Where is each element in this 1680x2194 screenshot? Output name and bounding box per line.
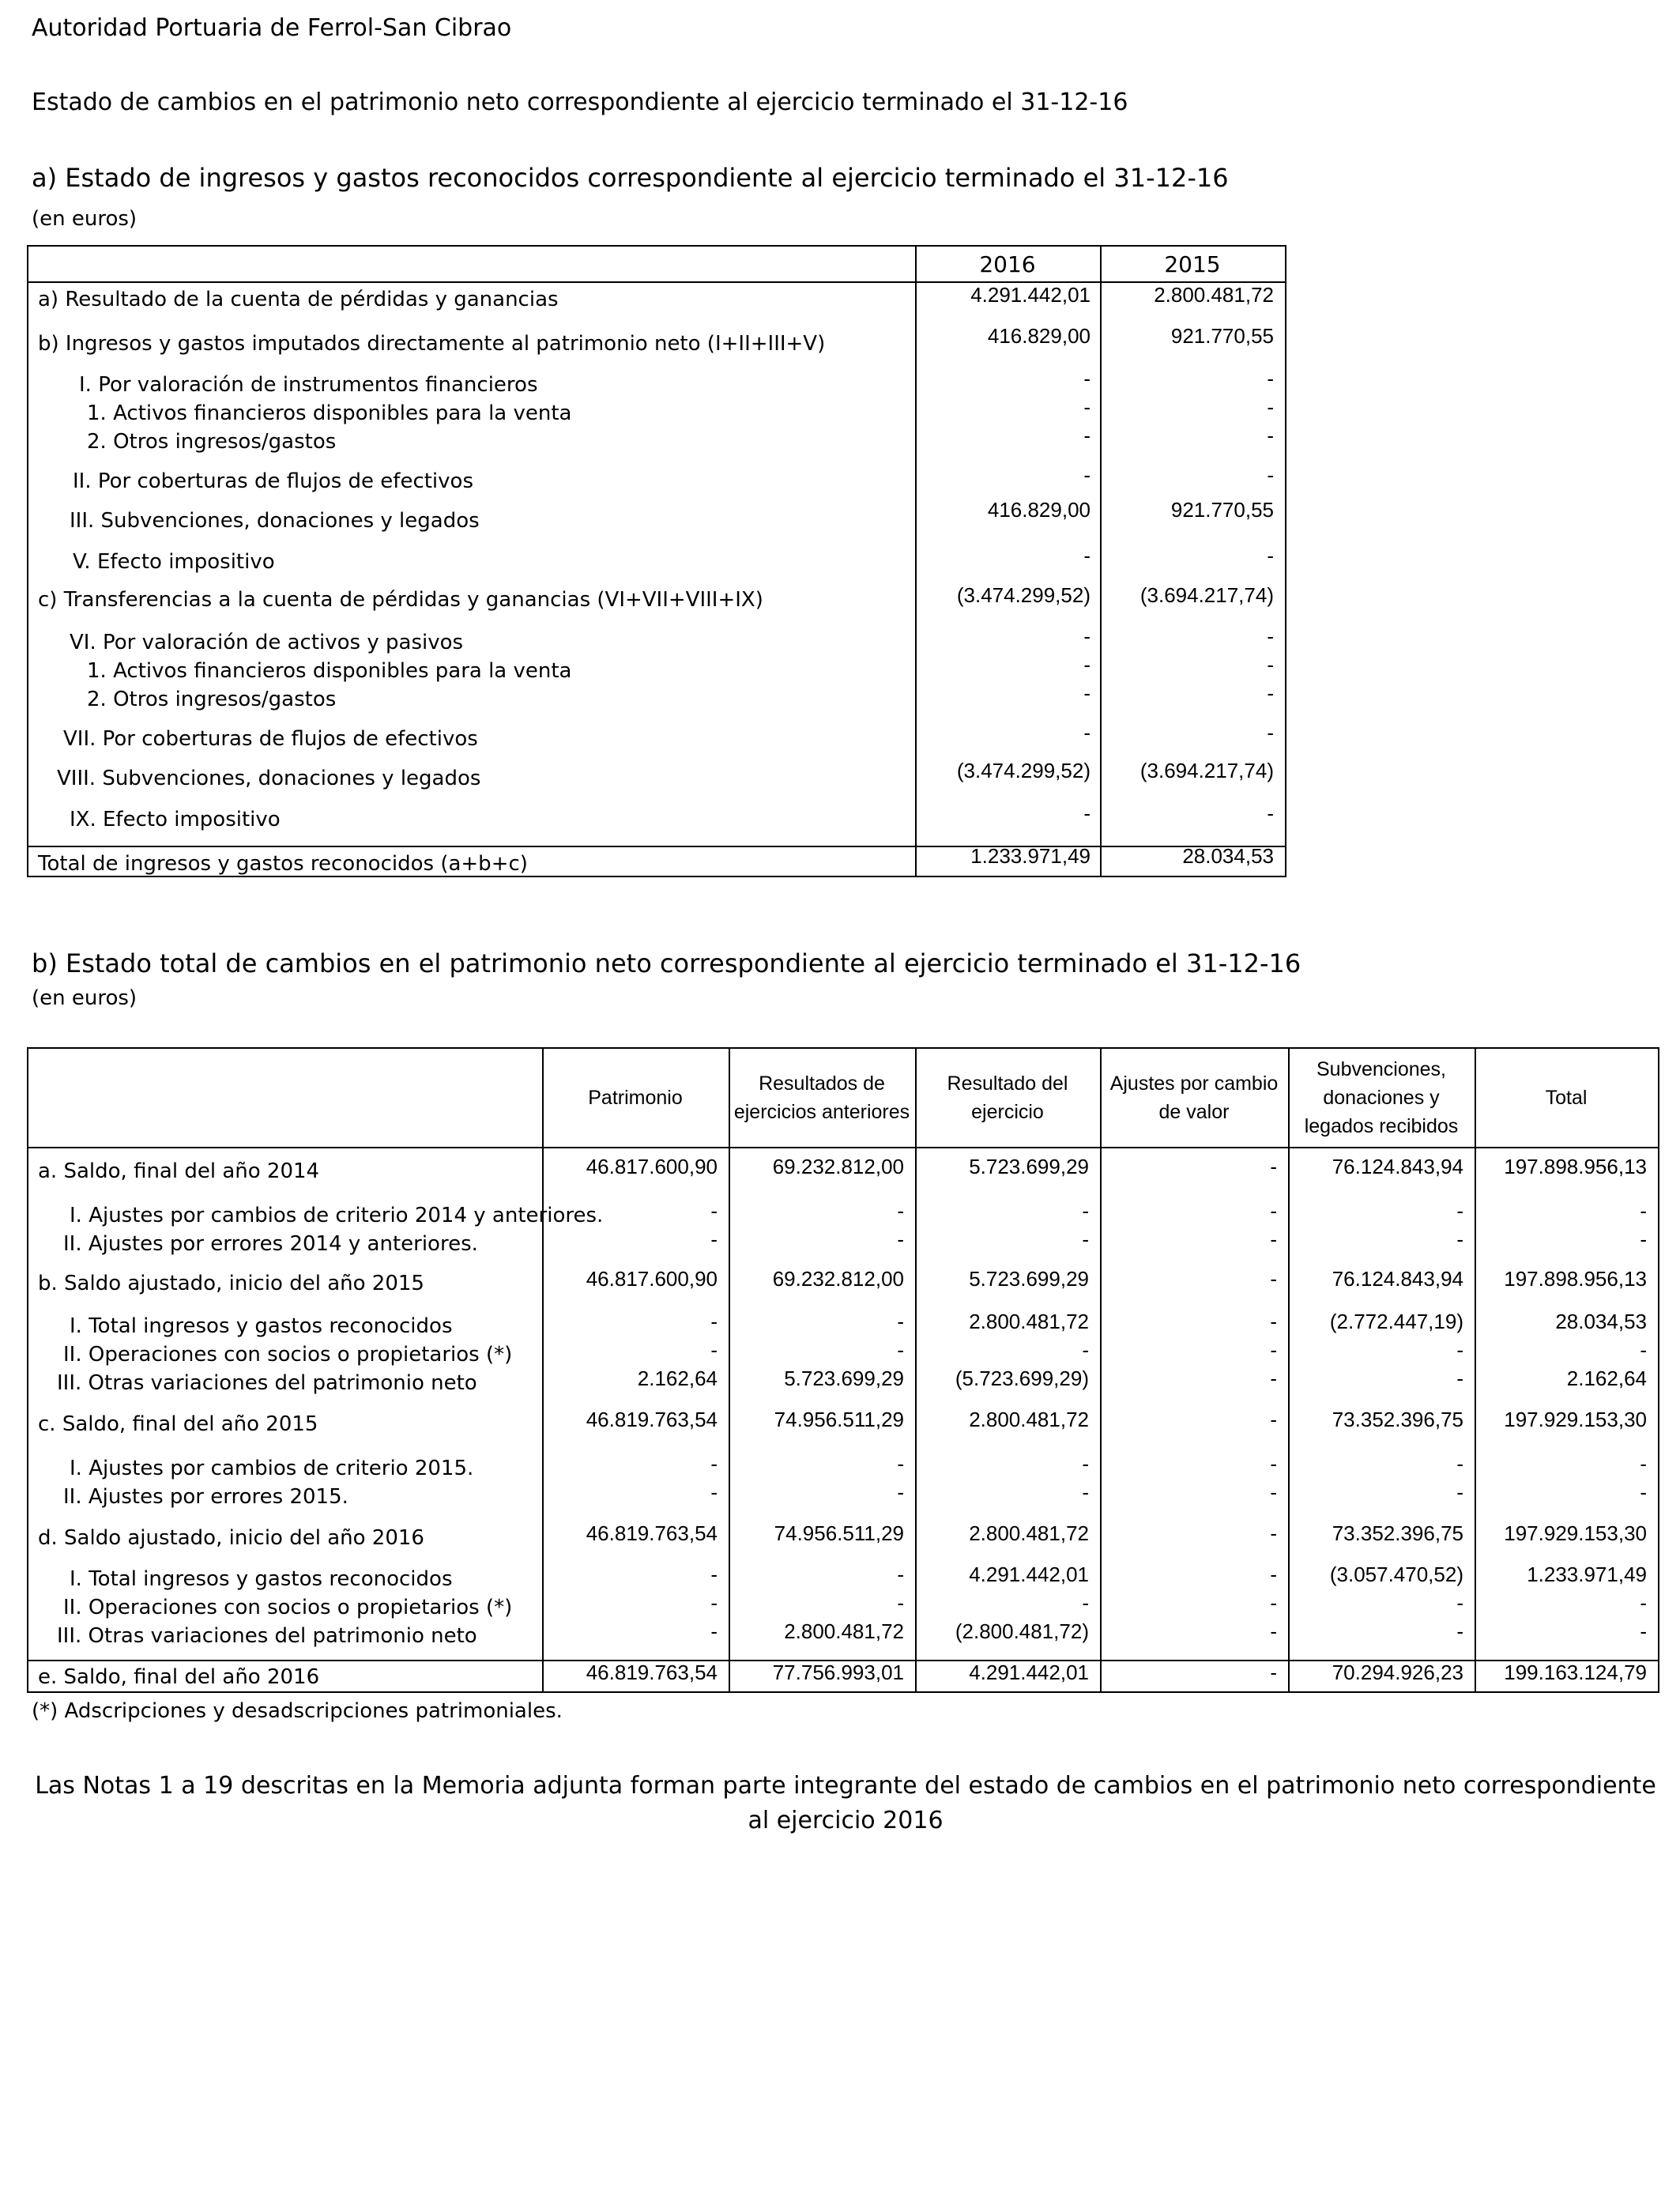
- value-2016: -: [1083, 463, 1090, 487]
- cell-value: -: [897, 1338, 904, 1362]
- cell-value: -: [710, 1452, 718, 1476]
- cell-value: -: [1270, 1310, 1277, 1333]
- section-a-title: a) Estado de ingresos y gastos reconocidos correspondiente al ejercicio terminado el 31-12-16: [32, 163, 1229, 193]
- column-divider: [729, 1049, 730, 1691]
- cell-value: 5.723.699,29: [969, 1155, 1089, 1178]
- cell-value: -: [710, 1619, 718, 1643]
- cell-value: 5.723.699,29: [784, 1367, 904, 1390]
- value-2016: 416.829,00: [987, 324, 1090, 348]
- value-2016: -: [1083, 801, 1090, 825]
- row-label: e. Saldo, final del año 2016: [38, 1665, 320, 1689]
- cell-value: -: [1640, 1452, 1647, 1476]
- value-2015: -: [1267, 544, 1274, 567]
- row-label: Total de ingresos y gastos reconocidos (a+b+c): [38, 852, 528, 876]
- value-2015: -: [1267, 395, 1274, 419]
- header-divider: [28, 1147, 1658, 1148]
- section-a-unit: (en euros): [32, 207, 137, 231]
- cell-value: -: [1270, 1661, 1277, 1684]
- equity-changes-table: [27, 1047, 1659, 1693]
- cell-value: 46.819.763,54: [586, 1661, 718, 1684]
- cell-value: (2.772.447,19): [1329, 1310, 1463, 1333]
- cell-value: 46.817.600,90: [586, 1267, 718, 1291]
- cell-value: 4.291.442,01: [969, 1563, 1089, 1586]
- column-divider: [915, 247, 917, 876]
- value-2016: -: [1083, 721, 1090, 745]
- value-2016: -: [1083, 624, 1090, 648]
- row-label: I. Total ingresos y gastos reconocidos: [70, 1567, 453, 1591]
- row-label: II. Operaciones con socios o propietarios (*): [63, 1343, 513, 1367]
- cell-value: 74.956.511,29: [774, 1408, 904, 1431]
- cell-value: -: [897, 1310, 904, 1333]
- row-label: b. Saldo ajustado, inicio del año 2015: [38, 1272, 424, 1295]
- value-2015: -: [1267, 424, 1274, 447]
- cell-value: -: [1456, 1480, 1463, 1504]
- cell-value: -: [710, 1591, 718, 1615]
- cell-value: 2.162,64: [1566, 1367, 1647, 1390]
- cell-value: (2.800.481,72): [955, 1619, 1089, 1643]
- column-divider: [1288, 1049, 1290, 1691]
- cell-value: -: [897, 1563, 904, 1586]
- cell-value: 2.162,64: [637, 1367, 718, 1390]
- cell-value: -: [1082, 1480, 1089, 1504]
- row-label: IX. Efecto impositivo: [70, 808, 281, 831]
- cell-value: -: [1640, 1199, 1647, 1223]
- cell-value: -: [1456, 1227, 1463, 1251]
- value-2016: 4.291.442,01: [970, 283, 1090, 307]
- cell-value: 69.232.812,00: [772, 1267, 904, 1291]
- row-label: VIII. Subvenciones, donaciones y legados: [57, 767, 481, 790]
- value-2015: -: [1267, 801, 1274, 825]
- cell-value: 197.898.956,13: [1504, 1155, 1647, 1178]
- column-header: Resultado del ejercicio: [947, 1072, 1068, 1123]
- value-2016: -: [1083, 544, 1090, 567]
- cell-value: -: [897, 1591, 904, 1615]
- value-2015: -: [1267, 681, 1274, 705]
- value-2016: -: [1083, 424, 1090, 447]
- cell-value: -: [1640, 1480, 1647, 1504]
- value-2015: (3.694.217,74): [1139, 583, 1274, 607]
- row-label: 1. Activos financieros disponibles para la venta: [87, 659, 572, 683]
- value-2015: -: [1267, 653, 1274, 677]
- cell-value: -: [1082, 1452, 1089, 1476]
- row-label: III. Otras variaciones del patrimonio neto: [57, 1371, 477, 1395]
- cell-value: -: [1640, 1338, 1647, 1362]
- row-label: 2. Otros ingresos/gastos: [87, 688, 337, 711]
- cell-value: -: [1456, 1367, 1463, 1390]
- cell-value: -: [1456, 1199, 1463, 1223]
- value-2016: (3.474.299,52): [956, 583, 1090, 607]
- row-label: II. Operaciones con socios o propietarios (*): [63, 1596, 513, 1619]
- cell-value: 46.819.763,54: [586, 1521, 718, 1545]
- cell-value: -: [710, 1338, 718, 1362]
- cell-value: -: [897, 1199, 904, 1223]
- cell-value: -: [1456, 1619, 1463, 1643]
- cell-value: 2.800.481,72: [969, 1408, 1089, 1431]
- value-2015: 2.800.481,72: [1154, 283, 1274, 307]
- column-header: Total: [1545, 1087, 1588, 1109]
- row-label: a) Resultado de la cuenta de pérdidas y ganancias: [38, 288, 559, 311]
- row-label: II. Por coberturas de flujos de efectivos: [73, 469, 473, 493]
- value-2016: -: [1083, 367, 1090, 390]
- cell-value: -: [1270, 1452, 1277, 1476]
- cell-value: (3.057.470,52): [1329, 1563, 1463, 1586]
- cell-value: 70.294.926,23: [1332, 1661, 1463, 1684]
- column-divider: [542, 1049, 544, 1691]
- cell-value: -: [1270, 1227, 1277, 1251]
- cell-value: -: [1270, 1563, 1277, 1586]
- row-label: b) Ingresos y gastos imputados directamente al patrimonio neto (I+II+III+V): [38, 332, 826, 356]
- cell-value: 69.232.812,00: [772, 1155, 904, 1178]
- column-header: Ajustes por cambio de valor: [1109, 1072, 1279, 1123]
- value-2016: -: [1083, 681, 1090, 705]
- cell-value: -: [897, 1480, 904, 1504]
- value-2015: -: [1267, 367, 1274, 390]
- row-label: I. Total ingresos y gastos reconocidos: [70, 1314, 453, 1338]
- row-label: d. Saldo ajustado, inicio del año 2016: [38, 1526, 424, 1550]
- row-label: c) Transferencias a la cuenta de pérdidas y ganancias (VI+VII+VIII+IX): [38, 588, 763, 612]
- value-2015: -: [1267, 463, 1274, 487]
- cell-value: 76.124.843,94: [1332, 1267, 1463, 1291]
- cell-value: -: [1456, 1338, 1463, 1362]
- value-2015: 921.770,55: [1170, 324, 1274, 348]
- cell-value: 74.956.511,29: [774, 1521, 904, 1545]
- cell-value: -: [1270, 1591, 1277, 1615]
- footnote: (*) Adscripciones y desadscripciones patrimoniales.: [32, 1699, 563, 1723]
- cell-value: -: [1456, 1452, 1463, 1476]
- cell-value: -: [1270, 1155, 1277, 1178]
- cell-value: -: [897, 1227, 904, 1251]
- cell-value: -: [1270, 1199, 1277, 1223]
- total-divider: [28, 846, 1285, 847]
- cell-value: -: [710, 1310, 718, 1333]
- cell-value: 2.800.481,72: [969, 1521, 1089, 1545]
- cell-value: -: [1640, 1227, 1647, 1251]
- cell-value: -: [1270, 1267, 1277, 1291]
- cell-value: 199.163.124,79: [1504, 1661, 1647, 1684]
- row-label: VII. Por coberturas de flujos de efectivos: [63, 727, 478, 751]
- cell-value: -: [1270, 1408, 1277, 1431]
- value-2016: -: [1083, 653, 1090, 677]
- cell-value: 77.756.993,01: [772, 1661, 904, 1684]
- section-b-title: b) Estado total de cambios en el patrimonio neto correspondiente al ejercicio terminado el 31-12-16: [32, 948, 1301, 978]
- column-header: Patrimonio: [588, 1087, 683, 1109]
- row-label: c. Saldo, final del año 2015: [38, 1412, 318, 1436]
- cell-value: -: [1456, 1591, 1463, 1615]
- value-2015: -: [1267, 624, 1274, 648]
- cell-value: 46.819.763,54: [586, 1408, 718, 1431]
- cell-value: 197.929.153,30: [1504, 1521, 1647, 1545]
- row-label: I. Por valoración de instrumentos financieros: [79, 373, 538, 397]
- row-label: III. Otras variaciones del patrimonio neto: [57, 1624, 477, 1648]
- column-divider: [915, 1049, 917, 1691]
- value-2016: 1.233.971,49: [970, 844, 1090, 868]
- cell-value: 5.723.699,29: [969, 1267, 1089, 1291]
- year-header-2016: 2016: [979, 251, 1036, 277]
- cell-value: -: [897, 1452, 904, 1476]
- row-label: 1. Activos financieros disponibles para la venta: [87, 401, 572, 425]
- cell-value: -: [1082, 1227, 1089, 1251]
- value-2015: 921.770,55: [1170, 498, 1274, 522]
- cell-value: 76.124.843,94: [1332, 1155, 1463, 1178]
- row-label: I. Ajustes por cambios de criterio 2015.: [70, 1457, 474, 1480]
- closing-note: Las Notas 1 a 19 descritas en la Memoria adjunta forman parte integrante del estado de cambios en el patrimonio neto correspondiente al ejercicio 2016: [35, 1772, 1656, 1834]
- column-divider: [1100, 1049, 1102, 1691]
- cell-value: -: [1082, 1199, 1089, 1223]
- cell-value: -: [710, 1199, 718, 1223]
- value-2015: 28.034,53: [1182, 844, 1274, 868]
- cell-value: -: [710, 1563, 718, 1586]
- income-expenses-table: [27, 245, 1286, 877]
- cell-value: 2.800.481,72: [784, 1619, 904, 1643]
- value-2015: (3.694.217,74): [1139, 759, 1274, 782]
- value-2016: -: [1083, 395, 1090, 419]
- cell-value: -: [1270, 1367, 1277, 1390]
- cell-value: 197.898.956,13: [1504, 1267, 1647, 1291]
- cell-value: -: [1640, 1619, 1647, 1643]
- section-b-unit: (en euros): [32, 986, 137, 1010]
- value-2016: (3.474.299,52): [956, 759, 1090, 782]
- year-header-2015: 2015: [1164, 251, 1221, 277]
- row-label: II. Ajustes por errores 2015.: [63, 1485, 348, 1509]
- cell-value: 73.352.396,75: [1332, 1521, 1463, 1545]
- cell-value: -: [1640, 1591, 1647, 1615]
- column-divider: [1100, 247, 1102, 876]
- cell-value: 28.034,53: [1555, 1310, 1647, 1333]
- cell-value: -: [1270, 1338, 1277, 1362]
- row-label: III. Subvenciones, donaciones y legados: [70, 509, 480, 533]
- row-label: V. Efecto impositivo: [73, 550, 275, 574]
- cell-value: 197.929.153,30: [1504, 1408, 1647, 1431]
- cell-value: -: [1082, 1591, 1089, 1615]
- row-label: a. Saldo, final del año 2014: [38, 1159, 320, 1183]
- row-label: 2. Otros ingresos/gastos: [87, 430, 337, 454]
- column-header: Resultados de ejercicios anteriores: [733, 1072, 910, 1123]
- cell-value: -: [710, 1480, 718, 1504]
- cell-value: -: [1082, 1338, 1089, 1362]
- cell-value: 46.817.600,90: [586, 1155, 718, 1178]
- cell-value: -: [710, 1227, 718, 1251]
- row-label: I. Ajustes por cambios de criterio 2014 y anteriores.: [70, 1204, 604, 1227]
- value-2015: -: [1267, 721, 1274, 745]
- row-label: VI. Por valoración de activos y pasivos: [70, 631, 464, 654]
- row-label: II. Ajustes por errores 2014 y anteriores.: [63, 1232, 478, 1256]
- value-2016: 416.829,00: [987, 498, 1090, 522]
- column-divider: [1475, 1049, 1476, 1691]
- cell-value: -: [1270, 1480, 1277, 1504]
- organization-name: Autoridad Portuaria de Ferrol-San Cibrao: [32, 14, 512, 42]
- cell-value: -: [1270, 1619, 1277, 1643]
- cell-value: (5.723.699,29): [955, 1367, 1089, 1390]
- cell-value: -: [1270, 1521, 1277, 1545]
- cell-value: 4.291.442,01: [969, 1661, 1089, 1684]
- cell-value: 2.800.481,72: [969, 1310, 1089, 1333]
- column-header: Subvenciones, donaciones y legados recibidos: [1304, 1058, 1459, 1137]
- cell-value: 1.233.971,49: [1527, 1563, 1647, 1586]
- cell-value: 73.352.396,75: [1332, 1408, 1463, 1431]
- document-title: Estado de cambios en el patrimonio neto correspondiente al ejercicio terminado el 31-12-16: [32, 89, 1128, 116]
